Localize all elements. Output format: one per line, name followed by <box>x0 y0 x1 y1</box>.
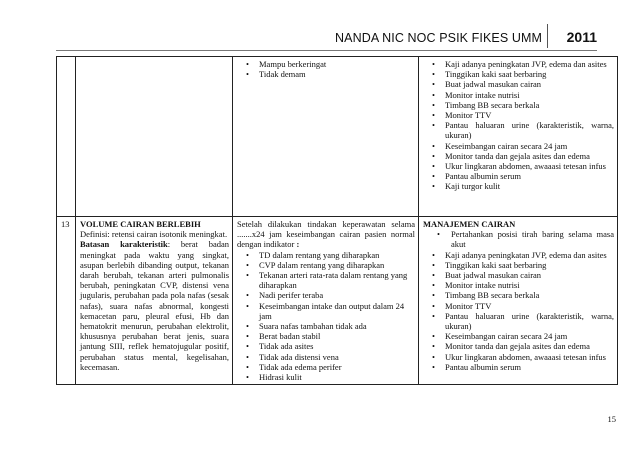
nic-cell <box>419 57 618 217</box>
list-item: • CVP dalam rentang yang diharapkan <box>237 260 415 270</box>
list-item: • Tinggikan kaki saat berbaring <box>423 69 614 79</box>
list-item: • Buat jadwal masukan cairan <box>423 270 614 280</box>
diagnosis-cell <box>76 57 233 217</box>
list-item: • Pertahankan posisi tirah baring selama masa akut <box>423 229 614 249</box>
header-year: 2011 <box>566 29 597 45</box>
list-item: • Kaji turgor kulit <box>423 181 614 191</box>
header-divider <box>547 24 548 48</box>
list-item: • Keseimbangan cairan secara 24 jam <box>423 331 614 341</box>
noc-intro-colon: : <box>294 239 300 250</box>
noc-cell <box>233 57 419 217</box>
noc-intro-text: Setelah dilakukan tindakan keperawatan selama .......x24 jam keseimbangan cairan pasien normal dengan indikator <box>237 219 415 250</box>
list-item: • Keseimbangan intake dan output dalam 24 jam <box>237 301 415 321</box>
diagnosis-definition <box>80 229 229 239</box>
list-item: • Monitor TTV <box>423 301 614 311</box>
list-item: • Pantau albumin serum <box>423 362 614 372</box>
list-item: • Buat jadwal masukan cairan <box>423 79 614 89</box>
list-item: • Monitor tanda dan gejala asites dan edema <box>423 341 614 351</box>
list-item: • Keseimbangan cairan secara 24 jam <box>423 141 614 151</box>
list-item: • Timbang BB secara berkala <box>423 290 614 300</box>
list-item: • Tinggikan kaki saat berbaring <box>423 260 614 270</box>
diagnosis-cell <box>76 217 233 385</box>
nic-list <box>423 59 614 192</box>
list-item: • Tidak ada distensi vena <box>237 352 415 362</box>
list-item: • Tidak ada asites <box>237 341 415 351</box>
nanda-nic-noc-table <box>56 56 618 385</box>
list-item: • Monitor intake nutrisi <box>423 90 614 100</box>
list-item: • Ukur lingkaran abdomen, awaaasi tetesan infus <box>423 161 614 171</box>
page-number: 15 <box>607 414 616 424</box>
diagnosis-boundary <box>80 239 229 372</box>
list-item: • TD dalam rentang yang diharapkan <box>237 250 415 260</box>
list-item: • Tekanan arteri rata-rata dalam rentang yang diharapkan <box>237 270 415 290</box>
noc-list <box>237 59 415 79</box>
noc-list <box>237 250 415 383</box>
table-row-13 <box>57 217 618 385</box>
boundary-text: : berat badan meningkat pada waktu yang singkat, asupan berlebih dibanding output, tekanan darah berubah, tekanan arteri pulmonalis berubah, peningkatan CVP, distensi vena jugularis, perubahan pada pola nafas (sesak nafas), suara nafas abnormal, kongesti kemacetan paru, pleural efusi, Hb dan hematokrit menurun, perubahan elektrolit, khususnya perubahan berat jenis, suara jantung SIII, reflek hematojugular positif, perubahan status mental, kegelisahan, kecemasan. <box>80 239 229 372</box>
nic-sub-list <box>423 229 614 249</box>
noc-intro <box>237 219 415 250</box>
list-item: • Pantau haluaran urine (karakteristik, warna, ukuran) <box>423 311 614 331</box>
list-item: • Hidrasi kulit <box>237 372 415 382</box>
list-item: • Monitor TTV <box>423 110 614 120</box>
list-item: • Tidak ada edema perifer <box>237 362 415 372</box>
list-item: • Kaji adanya peningkatan JVP, edema dan asites <box>423 250 614 260</box>
list-item: • Nadi perifer teraba <box>237 290 415 300</box>
header-rule <box>56 50 597 51</box>
nic-list <box>423 250 614 372</box>
number-cell <box>57 57 76 217</box>
list-item: • Ukur lingkaran abdomen, awaaasi tetesan infus <box>423 352 614 362</box>
noc-cell <box>233 217 419 385</box>
diagnosis-title: VOLUME CAIRAN BERLEBIH <box>80 219 201 229</box>
row-number: 13 <box>57 217 76 385</box>
list-item: • Tidak demam <box>237 69 415 79</box>
definition-text: retensi cairan isotonik meningkat. <box>111 229 228 240</box>
nic-cell <box>419 217 618 385</box>
list-item: • Monitor intake nutrisi <box>423 280 614 290</box>
header-title: NANDA NIC NOC PSIK FIKES UMM <box>335 31 542 45</box>
list-item: • Berat badan stabil <box>237 331 415 341</box>
page-header <box>0 14 638 50</box>
nic-title: MANAJEMEN CAIRAN <box>423 219 516 229</box>
list-item: • Timbang BB secara berkala <box>423 100 614 110</box>
list-item: • Pantau albumin serum <box>423 171 614 181</box>
list-item: • Pantau haluaran urine (karakteristik, warna, ukuran) <box>423 120 614 140</box>
boundary-label: Batasan karakteristik <box>80 239 168 250</box>
list-item: • Monitor tanda dan gejala asites dan edema <box>423 151 614 161</box>
list-item: • Suara nafas tambahan tidak ada <box>237 321 415 331</box>
definition-label: Definisi: <box>80 229 110 240</box>
table-row-continued <box>57 57 618 217</box>
list-item: • Kaji adanya peningkatan JVP, edema dan asites <box>423 59 614 69</box>
list-item: • Mampu berkeringat <box>237 59 415 69</box>
